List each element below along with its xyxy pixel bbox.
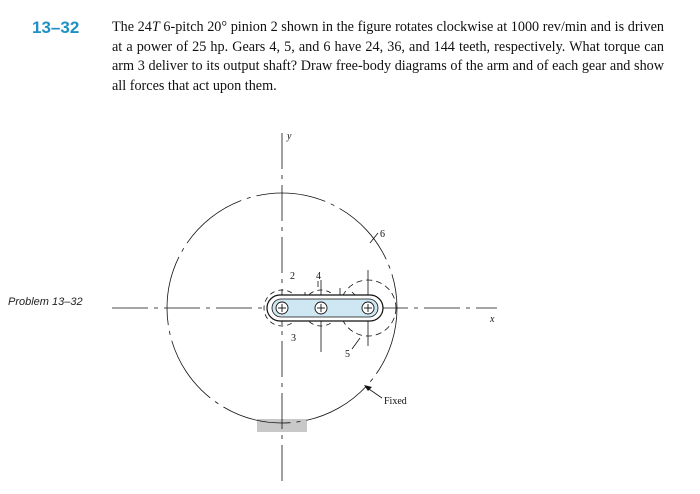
x-axis-label: x: [490, 314, 495, 325]
problem-text-part-2: 6-pitch 20° pinion 2 shown in the figure rotates clockwise at 1000 rev/min and is driven at a power of 25 hp. Gears 4, 5, and 6 have 24, 36, and 144 teeth, respectively. What torque can arm 3 deliver to its output shaft? Draw free-body diagrams of the arm and of each gear and show all forces that act upon them.: [112, 19, 664, 94]
shaft-pin-2: [276, 302, 288, 314]
gear-6-label: 6: [380, 229, 385, 240]
figure-caption: Problem 13–32: [8, 296, 83, 308]
gear-6-leader: [370, 233, 378, 243]
gear-2-label: 2: [290, 271, 295, 282]
y-axis-label: y: [287, 131, 292, 142]
problem-text-italic-t: T: [151, 19, 160, 35]
gear-5-leader: [352, 338, 360, 349]
gear-5-label: 5: [345, 349, 350, 360]
problem-text-part-1: The 24: [112, 19, 152, 35]
shaft-pin-5: [362, 302, 374, 314]
problem-number: 13–32: [32, 18, 80, 37]
shaft-pin-4: [315, 302, 327, 314]
arm-3-label: 3: [291, 333, 296, 344]
gear-4-label: 4: [316, 271, 321, 282]
fixed-label: Fixed: [384, 396, 407, 407]
